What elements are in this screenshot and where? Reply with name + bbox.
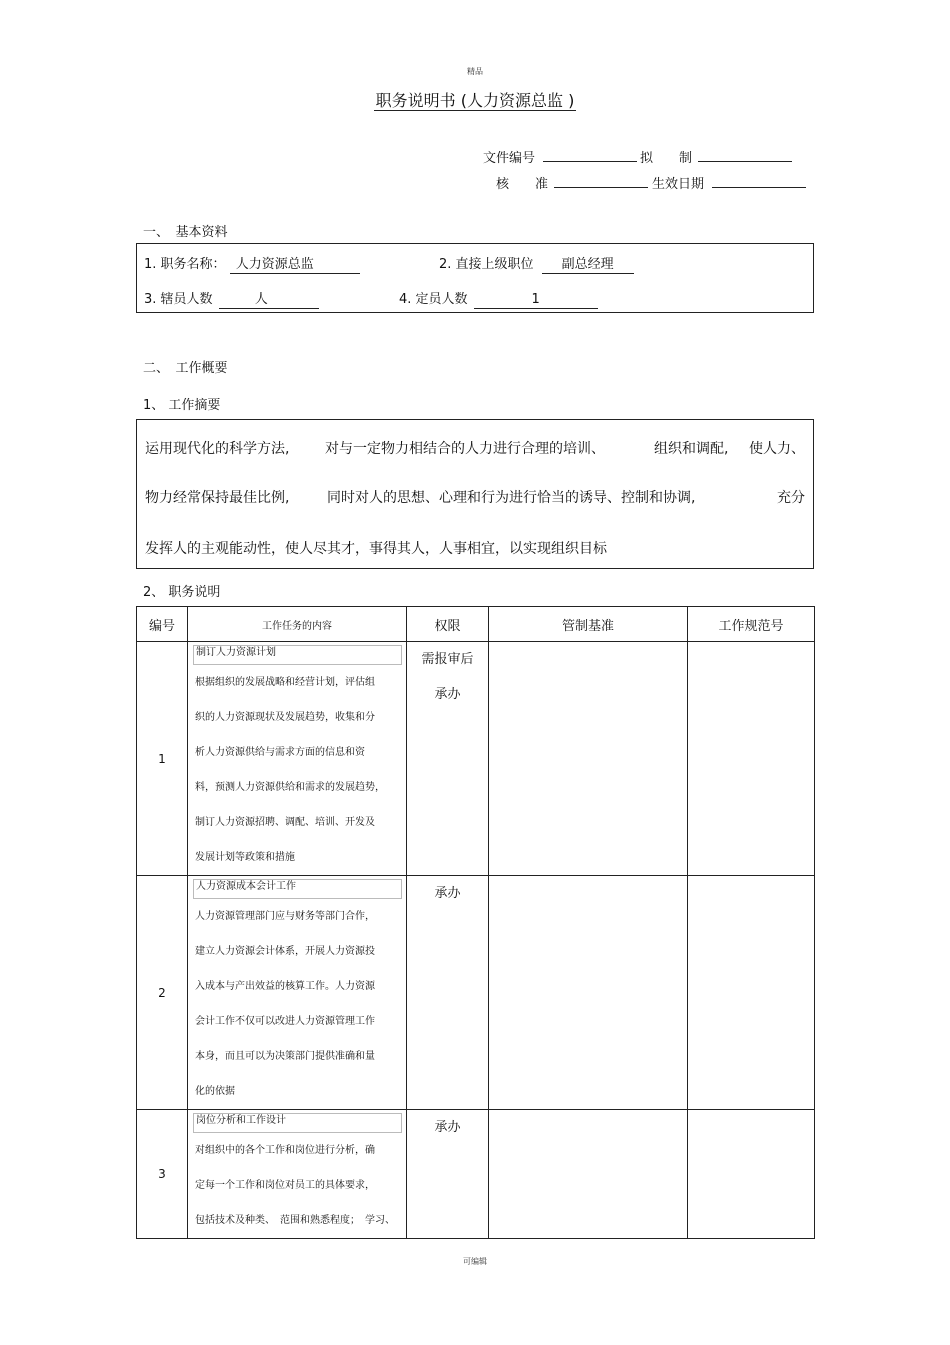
subordinates-label: 3. 辖员人数 <box>144 292 213 307</box>
document-title-text: 职务说明书 (人力资源总监 ) <box>375 91 575 110</box>
subordinates-value: 人 <box>219 292 319 309</box>
task-cell <box>188 876 407 1110</box>
draft-label: 拟 制 <box>640 151 693 166</box>
summary-text: 对与一定物力相结合的人力进行合理的培训、 <box>325 441 605 457</box>
task-line: 包括技术及种类、 范围和熟悉程度； 学习、 <box>195 1215 395 1226</box>
task-line: 制订人力资源招聘、调配、培训、开发及 <box>195 817 375 828</box>
summary-line <box>145 438 805 458</box>
task-line: 本身，而且可以为决策部门提供准确和量 <box>195 1051 375 1062</box>
authority-text: 需报审后 <box>421 652 474 667</box>
job-name-label: 1. 职务名称： <box>144 257 226 272</box>
task-cell <box>188 1110 407 1239</box>
table-row <box>137 642 815 876</box>
effective-date-blank <box>712 175 806 188</box>
headcount-value: 1 <box>474 292 598 309</box>
headcount-field <box>399 288 598 309</box>
job-summary-heading: 1、 工作摘要 <box>143 398 221 413</box>
column-header-authority: 权限 <box>407 607 489 642</box>
effective-date-label: 生效日期 <box>652 177 705 192</box>
work-spec-cell <box>688 1110 815 1239</box>
authority-cell <box>407 1110 489 1239</box>
summary-line <box>145 487 805 507</box>
duty-table <box>136 606 815 1239</box>
row-number: 2 <box>137 876 188 1110</box>
file-number-label: 文件编号 <box>483 151 536 166</box>
approve-blank <box>554 175 648 188</box>
work-spec-cell <box>688 876 815 1110</box>
authority-cell <box>407 642 489 876</box>
summary-text: 使人力、 <box>749 441 805 457</box>
summary-text: 充分 <box>777 490 805 506</box>
section-job-overview-heading: 二、 工作概要 <box>143 361 228 376</box>
task-cell <box>188 642 407 876</box>
task-line: 化的依据 <box>195 1086 235 1097</box>
control-standard-cell <box>489 642 688 876</box>
work-spec-cell <box>688 642 815 876</box>
table-row <box>137 1110 815 1239</box>
superior-value: 副总经理 <box>542 257 634 274</box>
task-line: 定每一个工作和岗位对员工的具体要求， <box>195 1180 375 1191</box>
task-line: 料，预测人力资源供给和需求的发展趋势， <box>195 782 385 793</box>
authority-text: 承办 <box>434 886 461 901</box>
job-summary-box <box>136 419 814 569</box>
job-name-field <box>144 253 360 274</box>
subordinates-field <box>144 288 319 309</box>
row-number: 1 <box>137 642 188 876</box>
summary-text: 物力经常保持最佳比例, <box>145 490 290 506</box>
row-number: 3 <box>137 1110 188 1239</box>
column-header-number: 编号 <box>137 607 188 642</box>
job-name-value: 人力资源总监 <box>230 257 360 274</box>
task-line: 发展计划等政策和措施 <box>195 852 295 863</box>
authority-text: 承办 <box>434 1120 461 1135</box>
duty-description-heading: 2、 职务说明 <box>143 585 221 600</box>
task-title: 人力资源成本会计工作 <box>193 879 402 899</box>
task-line: 建立人力资源会计体系，开展人力资源投 <box>195 946 375 957</box>
approve-field <box>496 173 648 192</box>
summary-text: 运用现代化的科学方法, <box>145 441 290 457</box>
effective-date-field <box>652 173 806 192</box>
task-title: 制订人力资源计划 <box>193 645 402 665</box>
summary-text: 发挥人的主观能动性，使人尽其才，事得其人，人事相宜，以实现组织目标 <box>145 541 607 557</box>
superior-field <box>439 253 634 274</box>
basic-info-box <box>136 243 814 313</box>
draft-blank <box>698 149 792 162</box>
footer-tag: 可编辑 <box>463 1257 487 1266</box>
task-title: 岗位分析和工作设计 <box>193 1113 402 1133</box>
task-line: 入成本与产出效益的核算工作。人力资源 <box>195 981 375 992</box>
authority-cell <box>407 876 489 1110</box>
task-line: 人力资源管理部门应与财务等部门合作， <box>195 911 375 922</box>
headcount-label: 4. 定员人数 <box>399 292 468 307</box>
duty-table-header-row <box>137 607 815 642</box>
task-line: 织的人力资源现状及发展趋势，收集和分 <box>195 712 375 723</box>
task-line: 会计工作不仅可以改进人力资源管理工作 <box>195 1016 375 1027</box>
summary-text: 组织和调配, <box>654 441 729 457</box>
control-standard-cell <box>489 876 688 1110</box>
approve-label: 核 准 <box>496 177 549 192</box>
task-line: 对组织中的各个工作和岗位进行分析，确 <box>195 1145 375 1156</box>
task-line: 根据组织的发展战略和经营计划，评估组 <box>195 677 375 688</box>
column-header-control: 管制基准 <box>489 607 688 642</box>
superior-label: 2. 直接上级职位 <box>439 257 534 272</box>
authority-text: 承办 <box>434 687 461 702</box>
file-number-blank <box>543 149 637 162</box>
summary-text: 同时对人的思想、心理和行为进行恰当的诱导、控制和协调, <box>327 490 696 506</box>
section-basic-info-heading: 一、 基本资料 <box>143 225 228 240</box>
column-header-task: 工作任务的内容 <box>188 607 407 642</box>
draft-field <box>640 147 792 166</box>
column-header-spec: 工作规范号 <box>688 607 815 642</box>
table-row <box>137 876 815 1110</box>
document-title <box>0 88 950 111</box>
summary-line <box>145 538 805 558</box>
header-tag: 精品 <box>467 67 483 76</box>
control-standard-cell <box>489 1110 688 1239</box>
task-line: 析人力资源供给与需求方面的信息和资 <box>195 747 365 758</box>
file-number-field <box>483 147 637 166</box>
